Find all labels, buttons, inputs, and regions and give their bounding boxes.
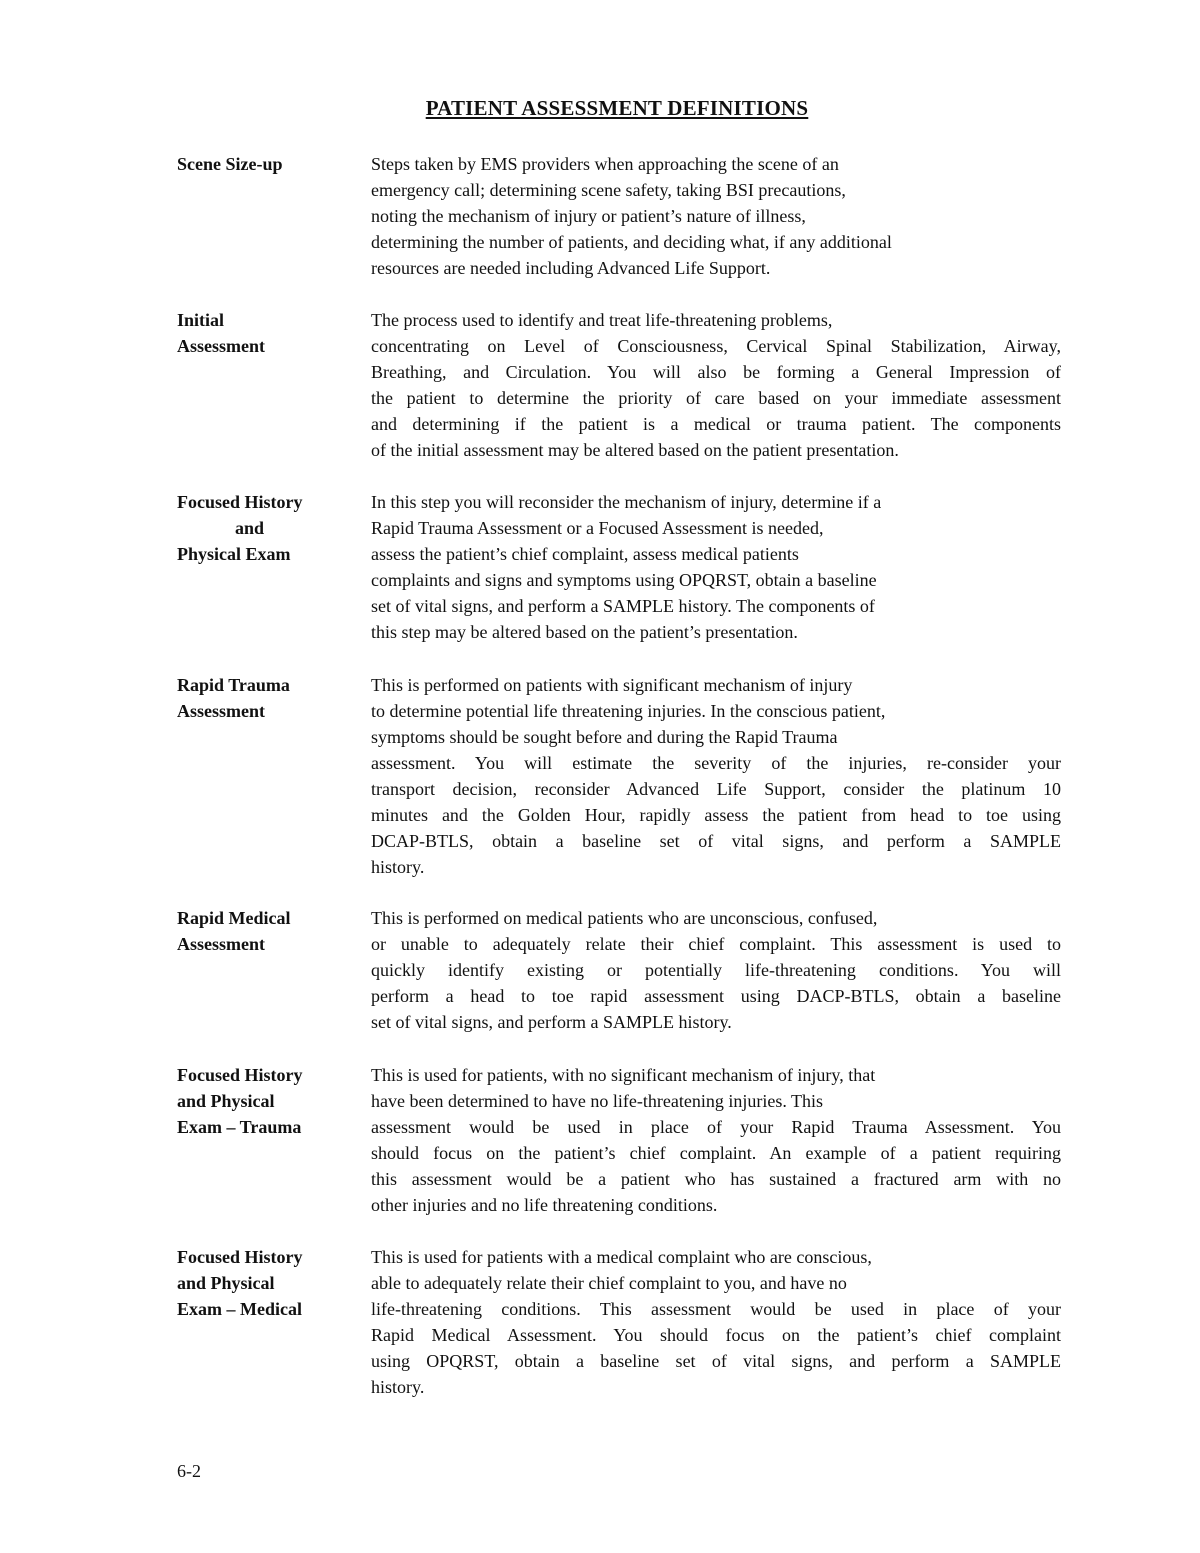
term-line: Focused History [177,1247,303,1267]
term-line: Focused History [177,1065,303,1085]
definition-line: DCAP-BTLS, obtain a baseline set of vital signs, and perform a SAMPLE [371,831,1061,851]
definition-line: this step may be altered based on the patient’s presentation. [371,622,798,642]
definition-line: minutes and the Golden Hour, rapidly assess the patient from head to toe using [371,805,1061,825]
definition-line: Breathing, and Circulation. You will also be forming a General Impression of [371,362,1061,382]
term-line: Scene Size-up [177,154,283,174]
definition [371,1062,1061,1218]
definition [371,151,1061,281]
definition-line: using OPQRST, obtain a baseline set of vital signs, and perform a SAMPLE [371,1351,1061,1371]
term-line: Exam – Trauma [177,1117,302,1137]
term-line: Initial [177,310,225,330]
definition-line: or unable to adequately relate their chief complaint. This assessment is used to [371,934,1061,954]
term-line: and Physical [177,1091,275,1111]
term [177,1062,357,1140]
page-number: 6-2 [177,1461,201,1481]
definition-line: This is used for patients with a medical complaint who are conscious, [371,1247,872,1267]
term-line: Exam – Medical [177,1299,302,1319]
term-line: Focused History [177,492,303,512]
definition-line: The process used to identify and treat life-threatening problems, [371,310,833,330]
definition-line: This is used for patients, with no significant mechanism of injury, that [371,1065,876,1085]
definition-line: assessment. You will estimate the severity of the injuries, re-consider your [371,753,1061,773]
definition-line: Steps taken by EMS providers when approaching the scene of an [371,154,839,174]
definition-line: Rapid Trauma Assessment or a Focused Assessment is needed, [371,518,824,538]
definition-line: symptoms should be sought before and during the Rapid Trauma [371,727,838,747]
definition [371,1244,1061,1400]
term-line: and [235,518,265,538]
term-line: Assessment [177,336,265,356]
term [177,1244,357,1322]
term-line: Rapid Trauma [177,675,290,695]
definition-line: Rapid Medical Assessment. You should focus on the patient’s chief complaint [371,1325,1061,1345]
definition-line: able to adequately relate their chief complaint to you, and have no [371,1273,847,1293]
definition [371,672,1061,880]
definition-line: complaints and signs and symptoms using OPQRST, obtain a baseline [371,570,877,590]
definition-line: other injuries and no life threatening conditions. [371,1195,718,1215]
definition-line: resources are needed including Advanced Life Support. [371,258,771,278]
definition-line: This is performed on medical patients who are unconscious, confused, [371,908,878,928]
term [177,489,357,567]
definition-line: the patient to determine the priority of care based on your immediate assessment [371,388,1061,408]
term-line: Physical Exam [177,544,291,564]
term-line: Assessment [177,701,265,721]
definition-line: quickly identify existing or potentially life-threatening conditions. You will [371,960,1061,980]
definition-line: this assessment would be a patient who has sustained a fractured arm with no [371,1169,1061,1189]
term [177,307,357,359]
definition-line: determining the number of patients, and deciding what, if any additional [371,232,892,252]
definition-line: transport decision, reconsider Advanced Life Support, consider the platinum 10 [371,779,1061,799]
definition-line: assessment would be used in place of your Rapid Trauma Assessment. You [371,1117,1061,1137]
definition [371,905,1061,1035]
definition-line: set of vital signs, and perform a SAMPLE history. [371,1012,732,1032]
definition-line: should focus on the patient’s chief complaint. An example of a patient requiring [371,1143,1061,1163]
definition [371,307,1061,463]
page-title: PATIENT ASSESSMENT DEFINITIONS [425,96,809,120]
definition-line: perform a head to toe rapid assessment using DACP-BTLS, obtain a baseline [371,986,1061,1006]
definition-line: In this step you will reconsider the mechanism of injury, determine if a [371,492,882,512]
definition-line: and determining if the patient is a medical or trauma patient. The components [371,414,1061,434]
term-line: Assessment [177,934,265,954]
term-line: and Physical [177,1273,275,1293]
definition-line: assess the patient’s chief complaint, assess medical patients [371,544,799,564]
definition-line: emergency call; determining scene safety, taking BSI precautions, [371,180,846,200]
definition-line: of the initial assessment may be altered based on the patient presentation. [371,440,899,460]
definition-line: This is performed on patients with significant mechanism of injury [371,675,853,695]
definition [371,489,1061,645]
definition-line: history. [371,857,425,877]
definition-line: set of vital signs, and perform a SAMPLE history. The components of [371,596,875,616]
definition-line: life-threatening conditions. This assessment would be used in place of your [371,1299,1061,1319]
term [177,151,357,177]
term [177,905,357,957]
definition-line: noting the mechanism of injury or patient’s nature of illness, [371,206,806,226]
definition-line: have been determined to have no life-threatening injuries. This [371,1091,824,1111]
definition-line: history. [371,1377,425,1397]
definition-line: to determine potential life threatening injuries. In the conscious patient, [371,701,886,721]
term-line: Rapid Medical [177,908,291,928]
term [177,672,357,724]
definition-line: concentrating on Level of Consciousness, Cervical Spinal Stabilization, Airway, [371,336,1061,356]
